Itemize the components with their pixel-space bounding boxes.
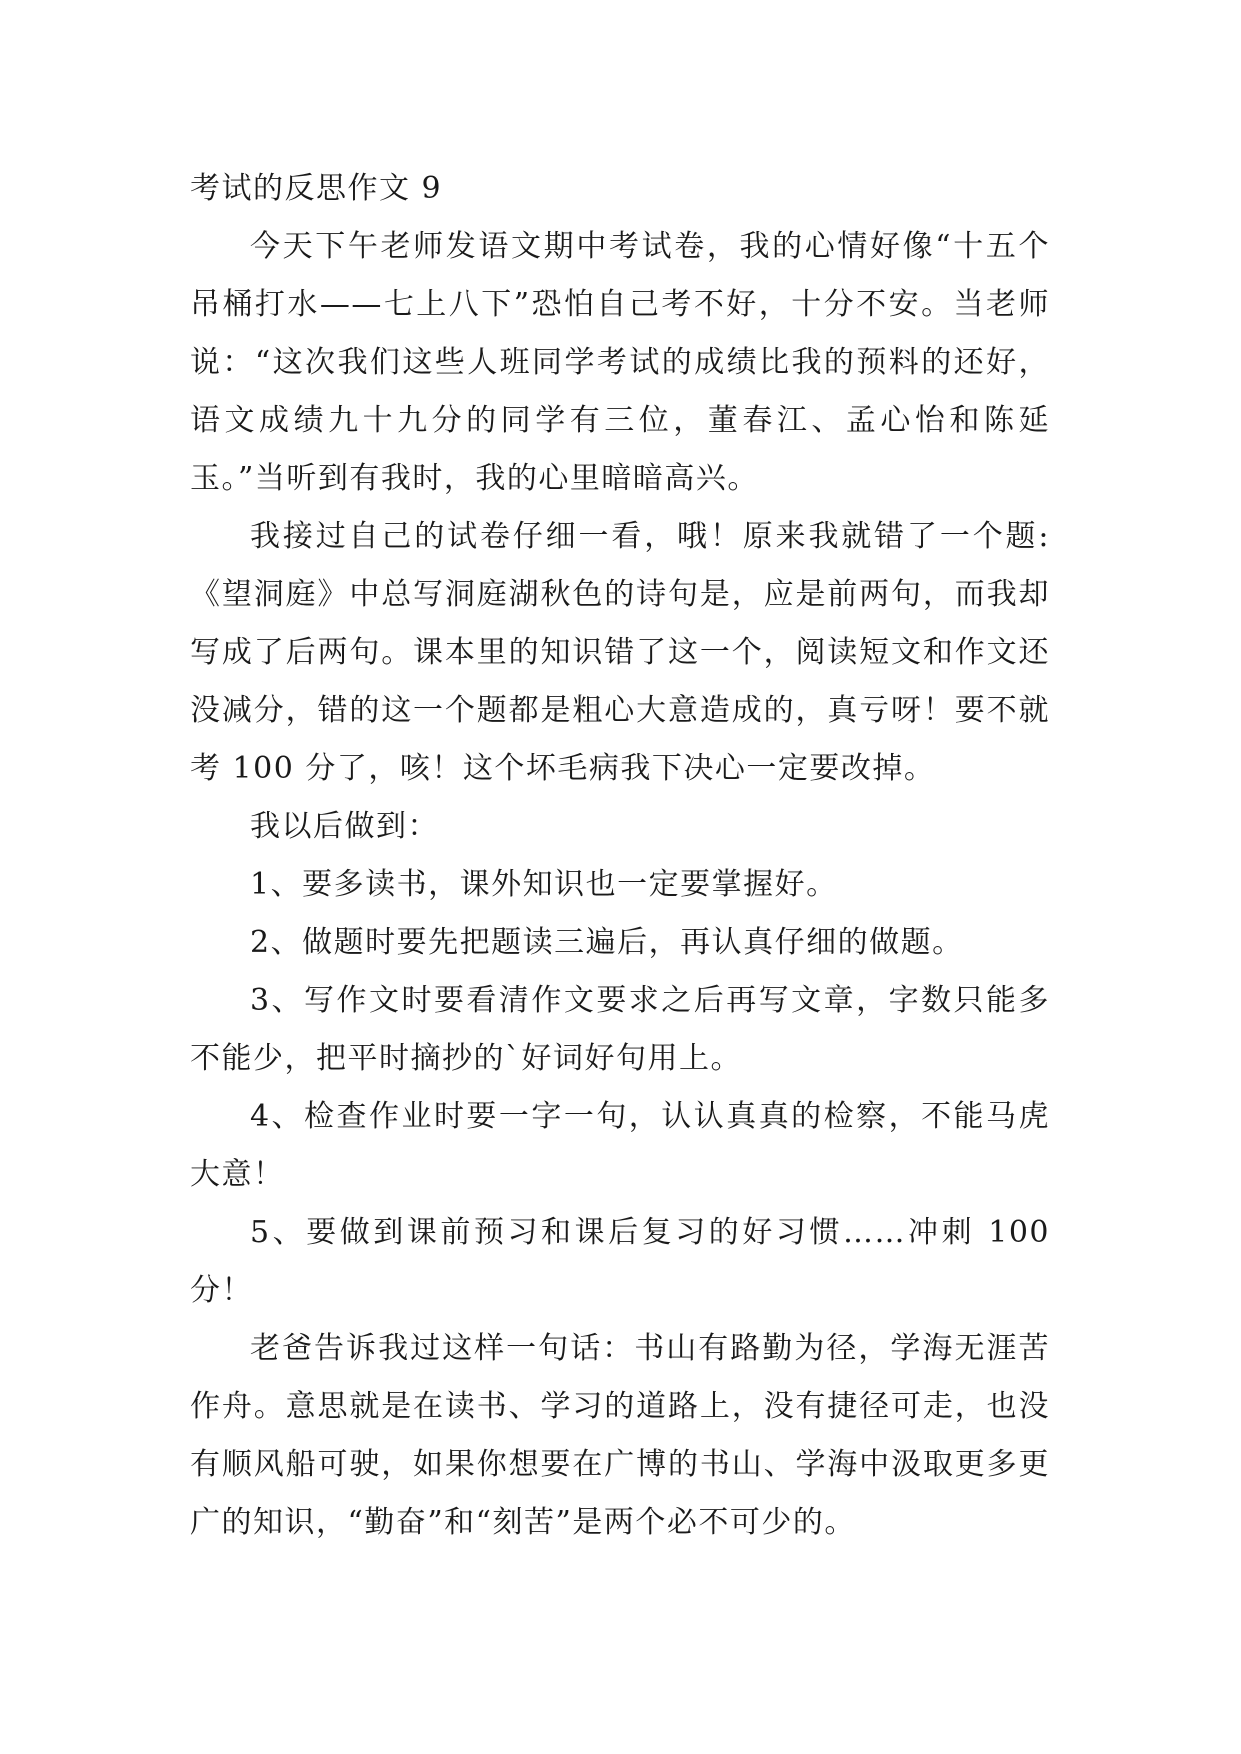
document-body bbox=[190, 160, 1050, 1552]
document-title: 考试的反思作文 9 bbox=[190, 171, 443, 206]
paragraph: 我接过自己的试卷仔细一看，哦！原来我就错了一个题:《望洞庭》中总写洞庭湖秋色的诗句是，应是前两句，而我却写成了后两句。课本里的知识错了这一个，阅读短文和作文还没减分，错的这一个题都是粗心大意造成的，真亏呀！要不就考 100 分了，咳！这个坏毛病我下决心一定要改掉。 bbox=[190, 519, 1050, 786]
list-item: 5、要做到课前预习和课后复习的好习惯……冲刺 100 分！ bbox=[190, 1215, 1050, 1308]
list-item: 2、做题时要先把题读三遍后，再认真仔细的做题。 bbox=[250, 925, 964, 960]
list-item: 4、检查作业时要一字一句，认认真真的检察，不能马虎大意！ bbox=[190, 1099, 1050, 1192]
list-item: 3、写作文时要看清作文要求之后再写文章，字数只能多不能少，把平时摘抄的`好词好句用上。 bbox=[190, 983, 1050, 1076]
paragraph: 今天下午老师发语文期中考试卷，我的心情好像“十五个吊桶打水——七上八下”恐怕自己考不好，十分不安。当老师说：“这次我们这些人班同学考试的成绩比我的预料的还好，语文成绩九十九分的同学有三位，董春江、孟心怡和陈延玉。”当听到有我时，我的心里暗暗高兴。 bbox=[190, 229, 1050, 496]
paragraph: 老爸告诉我过这样一句话：书山有路勤为径，学海无涯苦作舟。意思就是在读书、学习的道路上，没有捷径可走，也没有顺风船可驶，如果你想要在广博的书山、学海中汲取更多更广的知识，“勤奋”和“刻苦”是两个必不可少的。 bbox=[190, 1331, 1050, 1540]
paragraph: 我以后做到： bbox=[250, 809, 439, 844]
list-item: 1、要多读书，课外知识也一定要掌握好。 bbox=[250, 867, 838, 902]
